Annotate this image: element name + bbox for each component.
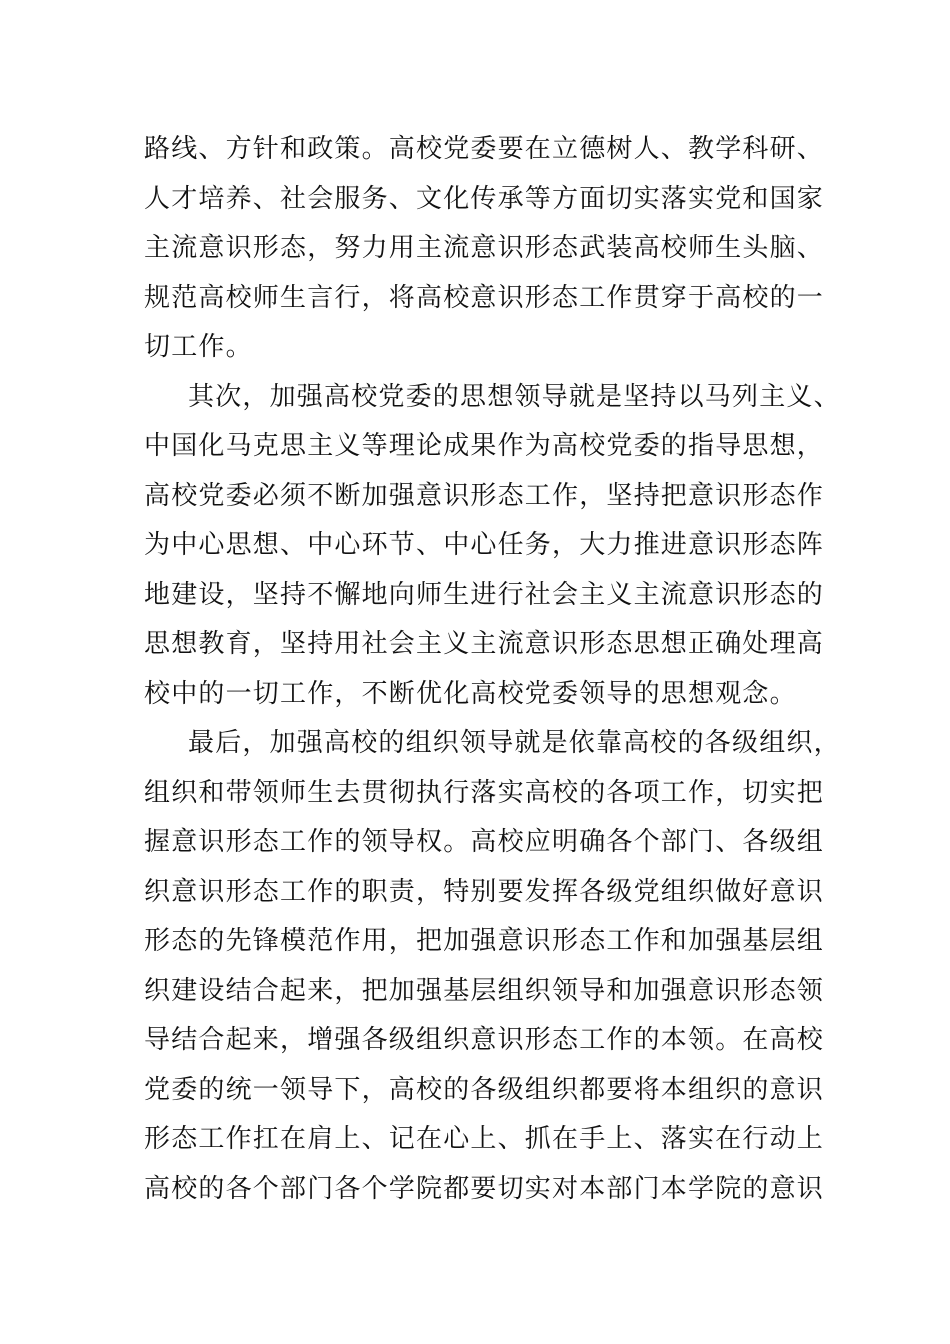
text-line: 思想教育，坚持用社会主义主流意识形态思想正确处理高 — [144, 629, 825, 659]
text-line: 组织和带领师生去贯彻执行落实高校的各项工作，切实把 — [144, 777, 825, 808]
text-line: 主流意识形态，努力用主流意识形态武装高校师生头脑、 — [144, 233, 825, 263]
text-line: 织意识形态工作的职责，特别要发挥各级党组织做好意识 — [144, 876, 825, 907]
text-line: 形态工作扛在肩上、记在心上、抓在手上、落实在行动上 — [144, 1124, 825, 1154]
text-line: 校中的一切工作，不断优化高校党委领导的思想观念。 — [144, 678, 797, 709]
text-line: 人才培养、社会服务、文化传承等方面切实落实党和国家 — [144, 183, 825, 214]
text-line: 中国化马克思主义等理论成果作为高校党委的指导思想， — [144, 431, 825, 461]
text-line: 规范高校师生言行，将高校意识形态工作贯穿于高校的一 — [144, 282, 825, 313]
text-line: 路线、方针和政策。高校党委要在立德树人、教学科研、 — [144, 134, 825, 164]
paragraph-start-line: 其次，加强高校党委的思想领导就是坚持以马列主义、 — [188, 381, 841, 412]
text-line: 握意识形态工作的领导权。高校应明确各个部门、各级组 — [144, 827, 825, 857]
text-line: 切工作。 — [144, 332, 253, 362]
text-line: 党委的统一领导下，高校的各级组织都要将本组织的意识 — [144, 1074, 825, 1105]
text-line: 为中心思想、中心环节、中心任务，大力推进意识形态阵 — [144, 530, 825, 560]
text-line: 形态的先锋模范作用，把加强意识形态工作和加强基层组 — [144, 926, 825, 956]
text-line: 织建设结合起来，把加强基层组织领导和加强意识形态领 — [144, 975, 825, 1006]
paragraph-start-line: 最后，加强高校的组织领导就是依靠高校的各级组织， — [188, 728, 841, 758]
text-line: 地建设，坚持不懈地向师生进行社会主义主流意识形态的 — [144, 579, 825, 610]
text-line: 高校党委必须不断加强意识形态工作，坚持把意识形态作 — [144, 480, 825, 511]
body-text — [144, 125, 841, 1214]
text-line: 导结合起来，增强各级组织意识形态工作的本领。在高校 — [144, 1025, 825, 1055]
text-line: 高校的各个部门各个学院都要切实对本部门本学院的意识 — [144, 1173, 825, 1204]
